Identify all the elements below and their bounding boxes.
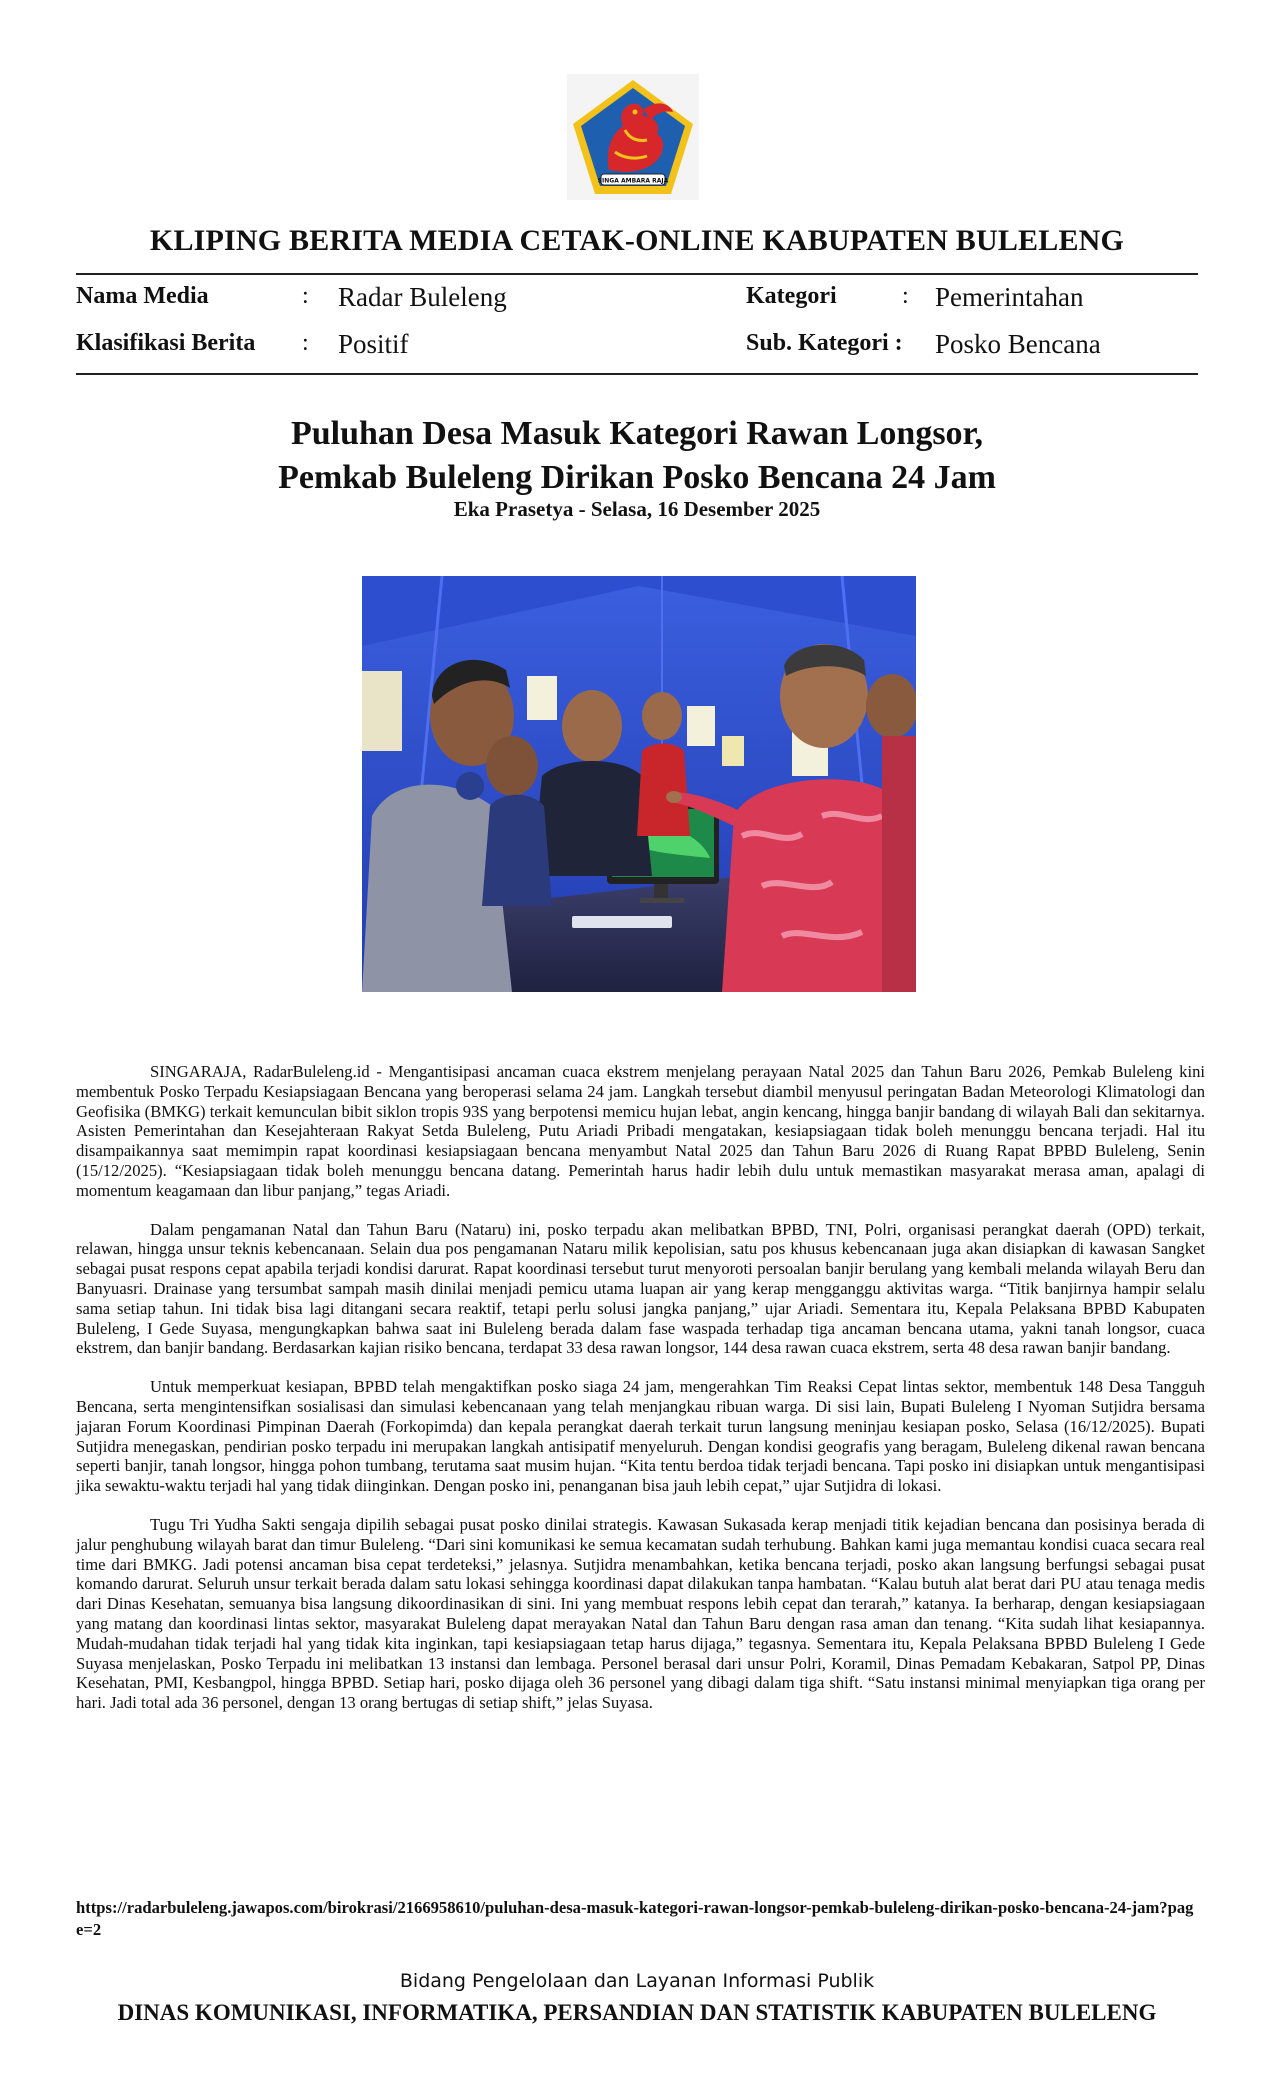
lion-crest-icon (565, 72, 701, 202)
document-title: KLIPING BERITA MEDIA CETAK-ONLINE KABUPATEN BULELENG (149, 224, 1125, 257)
subkategori-label: Sub. Kategori : (746, 330, 903, 356)
kategori-label: Kategori (746, 283, 837, 309)
kategori-value: Pemerintahan (935, 282, 1084, 312)
footer-agency: DINAS KOMUNIKASI, INFORMATIKA, PERSANDIAN DAN STATISTIK KABUPATEN BULELENG (117, 2000, 1157, 2025)
article-paragraph-3: Untuk memperkuat kesiapan, BPBD telah mengaktifkan posko siaga 24 jam, mengerahkan Tim Reaksi Cepat lintas sektor, membentuk 148 Desa Tangguh Bencana, serta mengintensifkan sosialisasi dan simulasi kebencanaan yang telah menjangkau ribuan warga. Di sisi lain, Bupati Buleleng I Nyoman Sutjidra bersama jajaran Forum Koordinasi Pimpinan Daerah (Forkopimda) dan kepala perangkat daerah terkait turun langsung meninjau kesiapan posko, Selasa (16/12/2025). Bupati Sutjidra menegaskan, pendirian posko terpadu ini merupakan langkah antisipatif menyeluruh. Dengan kondisi geografis yang beragam, Buleleng dikenal rawan bencana seperti banjir, tanah longsor, hingga pohon tumbang, terutama saat musim hujan. “Kita tentu berdoa tidak terjadi bencana. Tapi posko ini disiapkan untuk mengantisipasi jika sewaktu-waktu terjadi hal yang tidak diinginkan. Dengan posko ini, penanganan bisa jauh lebih cepat,” ujar Sutjidra di lokasi. (76, 1377, 1205, 1496)
article-paragraph-4: Tugu Tri Yudha Sakti sengaja dipilih sebagai pusat posko dinilai strategis. Kawasan Sukasada kerap menjadi titik kejadian bencana dan posisinya berada di jalur penghubung wilayah barat dan timur Buleleng. “Dari sini komunikasi ke semua kecamatan sudah terhubung. Bahkan kami juga memantau kondisi cuaca secara real time dari BMKG. Jadi potensi ancaman bisa cepat terdeteksi,” jelasnya. Sutjidra menambahkan, ketika bencana terjadi, posko akan langsung berfungsi sebagai pusat komando darurat. Seluruh unsur terkait berada dalam satu lokasi sehingga koordinasi dapat dilakukan tanpa hambatan. “Kalau butuh alat berat dari PU atau tenaga medis dari Dinas Kesehatan, semuanya bisa langsung dikoordinasikan di sini. Ini yang membuat respons lebih cepat dan terarah,” katanya. Ia berharap, dengan kesiapsiagaan yang matang dan koordinasi lintas sektor, masyarakat Buleleng dapat merayakan Natal dan Tahun Baru dengan rasa aman dan tenang. “Kita sudah lihat kesiapannya. Mudah-mudahan tidak terjadi hal yang tidak kita inginkan, tapi kesiapsiagaan tetap harus dijaga,” tegasnya. Sementara itu, Kepala Pelaksana BPBD Buleleng I Gede Suyasa menjelaskan, Posko Terpadu ini melibatkan 13 instansi dan lembaga. Personel berasal dari unsur Polri, Koramil, Dinas Pemadam Kebakaran, Satpol PP, Dinas Kesehatan, PMI, Kesbangpol, hingga BPBD. Setiap hari, posko dijaga oleh 36 personel yang dibagi dalam tiga shift. “Satu instansi minimal menyiapkan tiga orang per hari. Jadi total ada 36 personel, dengan 13 orang bertugas di setiap shift,” jelas Suyasa. (76, 1514, 1205, 1713)
buleleng-logo (565, 72, 701, 202)
headline-line-2: Pemkab Buleleng Dirikan Posko Bencana 24 Jam (278, 459, 996, 496)
article-body (76, 1062, 1205, 1732)
posko-photo-illustration (362, 576, 916, 992)
source-url-link[interactable]: https://radarbuleleng.jawapos.com/birokrasi/2166958610/puluhan-desa-masuk-kategori-rawan-longsor-pemkab-buleleng-dirikan-posko-bencana-24-jam?page=2 (76, 1898, 1194, 1939)
media-colon: : (302, 283, 309, 309)
article-photo (362, 576, 916, 992)
kategori-colon: : (902, 283, 909, 309)
article-byline: Eka Prasetya - Selasa, 16 Desember 2025 (453, 497, 821, 521)
footer-division: Bidang Pengelolaan dan Layanan Informasi Publik (399, 1970, 875, 1992)
meta-divider (76, 373, 1198, 375)
klasifikasi-colon: : (302, 330, 309, 356)
media-value: Radar Buleleng (338, 282, 507, 312)
logo-motto: SINGA AMBARA RAJA (597, 177, 669, 185)
headline-line-1: Puluhan Desa Masuk Kategori Rawan Longsor, (290, 415, 984, 452)
subkategori-value: Posko Bencana (935, 329, 1101, 359)
top-divider (76, 273, 1198, 275)
media-label: Nama Media (76, 283, 209, 309)
klasifikasi-value: Positif (338, 329, 409, 359)
klasifikasi-label: Klasifikasi Berita (76, 330, 256, 356)
article-paragraph-2: Dalam pengamanan Natal dan Tahun Baru (Nataru) ini, posko terpadu akan melibatkan BPBD, TNI, Polri, organisasi perangkat daerah (OPD) terkait, relawan, hingga unsur teknis kebencanaan. Selain dua pos pengamanan Nataru milik kepolisian, satu pos khusus kebencanaan juga akan disiapkan di kawasan Sangket sebagai pusat respons cepat apabila terjadi kondisi darurat. Rapat koordinasi tersebut turut menyoroti persoalan banjir berulang yang kembali melanda wilayah Beru dan Banyuasri. Drainase yang tersumbat sampah masih dinilai menjadi pemicu utama luapan air yang kerap mengganggu aktivitas warga. “Titik banjirnya hampir selalu sama setiap tahun. Ini tidak bisa lagi ditangani secara reaktif, tetapi perlu solusi jangka panjang,” ujar Ariadi. Sementara itu, Kepala Pelaksana BPBD Kabupaten Buleleng, I Gede Suyasa, mengungkapkan bahwa saat ini Buleleng berada dalam fase waspada terhadap tiga ancaman bencana utama, yakni tanah longsor, cuaca ekstrem, dan banjir bandang. Berdasarkan kajian risiko bencana, terdapat 33 desa rawan longsor, 144 desa rawan cuaca ekstrem, serta 48 desa rawan banjir bandang. (76, 1219, 1205, 1358)
article-paragraph-1: SINGARAJA, RadarBuleleng.id - Mengantisipasi ancaman cuaca ekstrem menjelang perayaan Natal 2025 dan Tahun Baru 2026, Pemkab Buleleng kini membentuk Posko Terpadu Kesiapsiagaan Bencana yang beroperasi selama 24 jam. Langkah tersebut diambil menyusul peringatan Badan Meteorologi Klimatologi dan Geofisika (BMKG) terkait kemunculan bibit siklon tropis 93S yang berpotensi memicu hujan lebat, angin kencang, hingga banjir bandang di wilayah Bali dan sekitarnya. Asisten Pemerintahan dan Kesejahteraan Rakyat Setda Buleleng, Putu Ariadi Pribadi mengatakan, kesiapsiagaan tidak boleh menunggu bencana terjadi. Hal itu disampaikannya saat memimpin rapat koordinasi kesiapsiagaan bencana menyambut Natal 2025 dan Tahun Baru 2026 di Ruang Rapat BPBD Buleleng, Senin (15/12/2025). “Kesiapsiagaan tidak boleh menunggu bencana datang. Pemerintah harus hadir lebih dulu untuk memastikan masyarakat merasa aman, apalagi di momentum keagamaan dan libur panjang,” tegas Ariadi. (76, 1062, 1205, 1200)
